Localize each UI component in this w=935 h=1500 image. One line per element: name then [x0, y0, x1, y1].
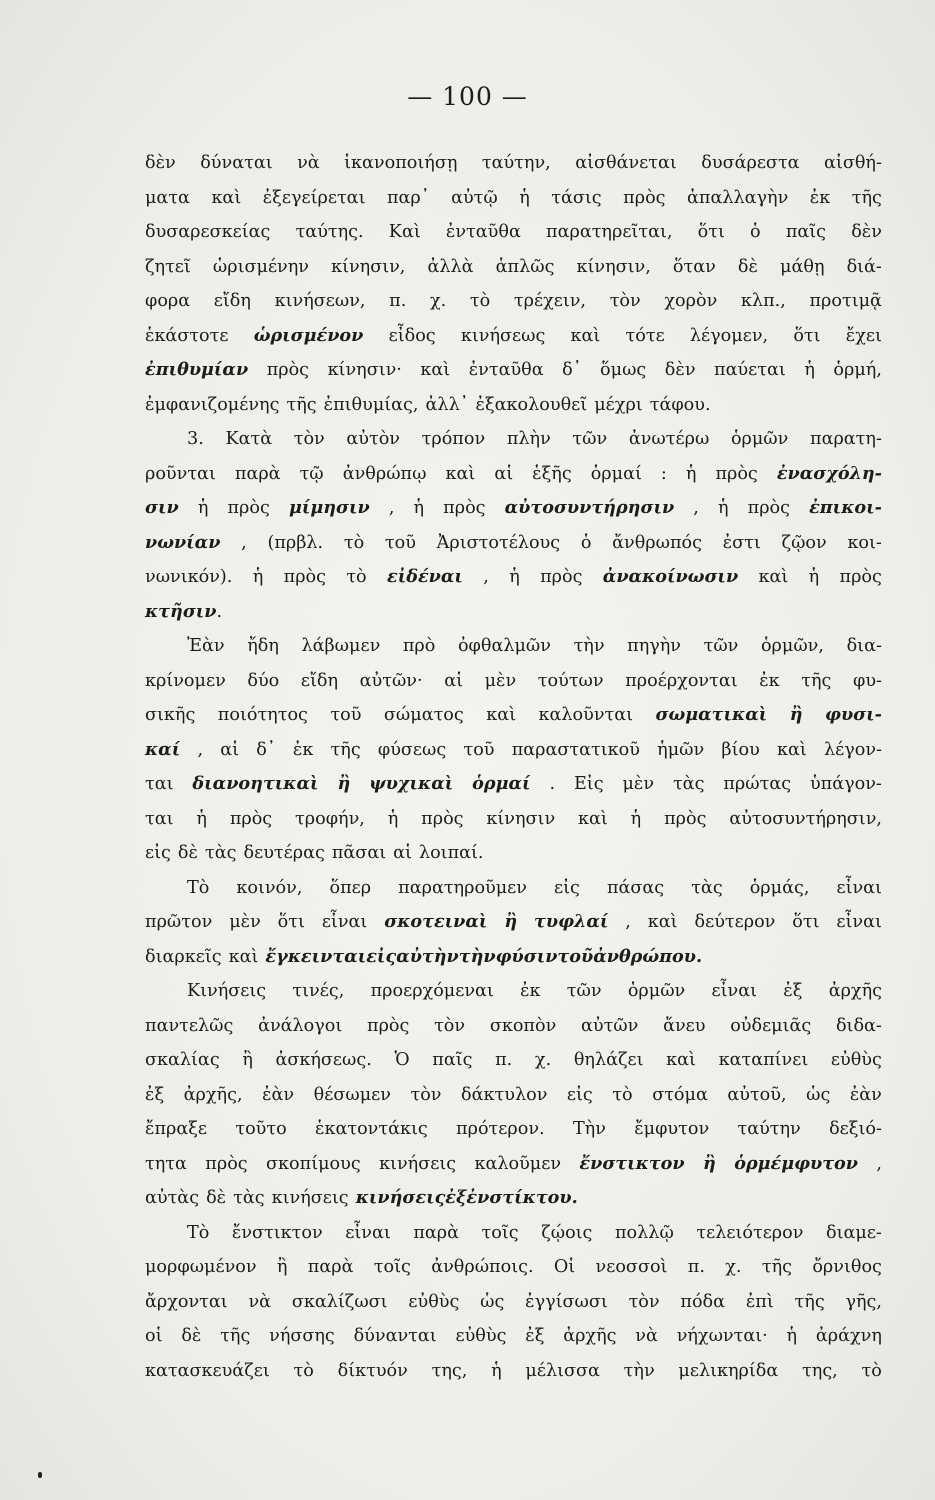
text-line: κτῆσιν .: [145, 600, 223, 622]
text-line: φορα εἴδη κινήσεων, π. χ. τὸ τρέχειν, τὸν χορὸν κλπ., προτιμᾷ: [145, 291, 882, 311]
text-line: κρίνομεν δύο εἴδη αὐτῶν· αἱ μὲν τούτων προέρχονται ἐκ τῆς φυ-: [145, 670, 882, 691]
text-line: ἄρχονται νὰ σκαλίζωσι εὐθὺς ὡς ἐγγίσωσι τὸν πόδα ἐπὶ τῆς γῆς,: [145, 1291, 882, 1312]
text-line: μορφωμένον ἢ παρὰ τοῖς ἀνθρώποις. Οἱ νεοσσοὶ π. χ. τῆς ὄρνιθος: [145, 1257, 882, 1277]
text-line: ἐξ ἀρχῆς, ἐὰν θέσωμεν τὸν δάκτυλον εἰς τὸ στόμα αὐτοῦ, ὡς ἐὰν: [145, 1084, 882, 1105]
text-line: δυσαρεσκείας ταύτης. Καὶ ἐνταῦθα παρατηρεῖται, ὅτι ὁ παῖς δὲν: [145, 222, 882, 242]
text-line: σκαλίας ἢ ἀσκήσεως. Ὁ παῖς π. χ. θηλάζει καὶ καταπίνει εὐθὺς: [145, 1050, 882, 1070]
text-line: ται ἡ πρὸς τροφήν, ἡ πρὸς κίνησιν καὶ ἡ πρὸς αὐτοσυντήρησιν,: [145, 808, 882, 829]
text-line: 3. Κατὰ τὸν αὐτὸν τρόπον πλὴν τῶν ἀνωτέρω ὁρμῶν παρατη-: [187, 429, 882, 449]
text-line: πρῶτον μὲν ὅτι εἶναι σκοτειναὶ ἢ τυφλαί , καὶ δεύτερον ὅτι εἶναι: [145, 911, 882, 932]
text-line: σιν ἡ πρὸς μίμησιν , ἡ πρὸς αὐτοσυντήρησιν , ἡ πρὸς ἐπικοι-: [145, 497, 882, 518]
text-line: σικῆς ποιότητος τοῦ σώματος καὶ καλοῦνται σωματικαὶ ἢ φυσι-: [145, 704, 882, 725]
text-line: ἔπραξε τοῦτο ἑκατοντάκις πρότερον. Τὴν ἔμφυτον ταύτην δεξιό-: [145, 1119, 882, 1139]
text-line: καί , αἱ δ᾽ ἐκ τῆς φύσεως τοῦ παραστατικοῦ ἡμῶν βίου καὶ λέγον-: [145, 738, 882, 760]
text-line: ζητεῖ ὡρισμένην κίνησιν, ἀλλὰ ἁπλῶς κίνησιν, ὅταν δὲ μάθῃ διά-: [145, 256, 882, 277]
text-line: κατασκευάζει τὸ δίκτυόν της, ἡ μέλισσα τὴν μελικηρίδα της, τὸ: [145, 1360, 882, 1381]
text-line: ματα καὶ ἐξεγείρεται παρ᾽ αὐτῷ ἡ τάσις πρὸς ἀπαλλαγὴν ἐκ τῆς: [145, 187, 882, 208]
text-line: τητα πρὸς σκοπίμους κινήσεις καλοῦμεν ἔνστικτον ἢ ὁρμέμφυτον ,: [145, 1152, 882, 1174]
text-line: Τὸ ἔνστικτον εἶναι παρὰ τοῖς ζῴοις πολλῷ τελειότερον διαμε-: [187, 1222, 882, 1243]
text-line: νωνικόν). ἡ πρὸς τὸ εἰδέναι , ἡ πρὸς ἀνακοίνωσιν καὶ ἡ πρὸς: [145, 566, 882, 587]
text-line: εἰς δὲ τὰς δευτέρας πᾶσαι αἱ λοιπαί.: [145, 843, 484, 863]
text-line: ται διανοητικαὶ ἢ ψυχικαὶ ὁρμαί . Εἰς μὲν τὰς πρώτας ὑπάγον-: [145, 773, 882, 794]
text-line: ροῦνται παρὰ τῷ ἀνθρώπῳ καὶ αἱ ἑξῆς ὁρμαί : ἡ πρὸς ἐνασχόλη-: [145, 462, 882, 484]
text-line: αὐτὰς δὲ τὰς κινήσεις κινήσεις ἐξ ἐνστίκτου.: [145, 1187, 578, 1208]
text-line: παντελῶς ἀνάλογοι πρὸς τὸν σκοπὸν αὐτῶν ἄνευ οὐδεμιᾶς διδα-: [145, 1015, 882, 1036]
body-text: [145, 146, 882, 1388]
text-line: δὲν δύναται νὰ ἱκανοποιήσῃ ταύτην, αἰσθάνεται δυσάρεστα αἰσθή-: [145, 153, 882, 173]
text-line: οἱ δὲ τῆς νήσσης δύνανται εὐθὺς ἐξ ἀρχῆς νὰ νήχωνται· ἡ ἀράχνη: [145, 1326, 882, 1346]
text-line: Τὸ κοινόν, ὅπερ παρατηροῦμεν εἰς πάσας τὰς ὁρμάς, εἶναι: [187, 877, 882, 898]
text-line: Ἐὰν ἤδη λάβωμεν πρὸ ὀφθαλμῶν τὴν πηγὴν τῶν ὁρμῶν, δια-: [187, 636, 882, 656]
text-line: ἑκάστοτε ὡρισμένον εἶδος κινήσεως καὶ τότε λέγομεν, ὅτι ἔχει: [145, 324, 882, 346]
ink-speck: [38, 1472, 42, 1478]
text-line: Κινήσεις τινές, προερχόμεναι ἐκ τῶν ὁρμῶν εἶναι ἐξ ἀρχῆς: [187, 981, 882, 1001]
page-number: — 100 —: [407, 82, 528, 111]
text-line: νωνίαν , (πρβλ. τὸ τοῦ Ἀριστοτέλους ὁ ἄνθρωπός ἐστι ζῷον κοι-: [145, 531, 882, 553]
text-line: ἐμφανιζομένης τῆς ἐπιθυμίας, ἀλλ᾽ ἐξακολουθεῖ μέχρι τάφου.: [145, 394, 711, 415]
text-line: διαρκεῖς καὶ ἔγκεινται εἰς αὐτὴν τὴν φύσιν τοῦ ἀνθρώπου.: [145, 945, 703, 967]
text-line: ἐπιθυμίαν πρὸς κίνησιν· καὶ ἐνταῦθα δ᾽ ὅμως δὲν παύεται ἡ ὁρμή,: [145, 359, 882, 380]
